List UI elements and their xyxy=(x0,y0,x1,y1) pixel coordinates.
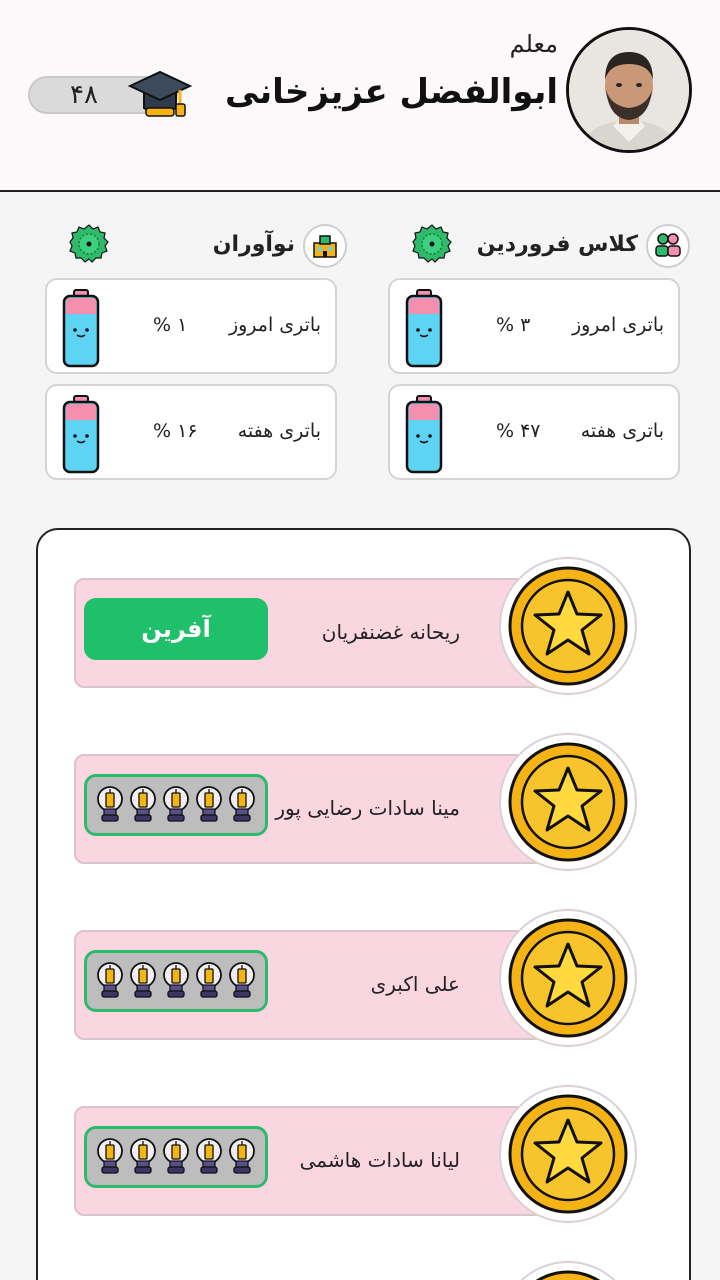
lamp-reward-group[interactable] xyxy=(84,774,268,836)
battery-week-label: باتری هفته xyxy=(237,420,321,442)
lamp-icon xyxy=(162,1137,190,1177)
lamp-icon xyxy=(195,961,223,1001)
battery-week-value: ۴۷ % xyxy=(496,420,541,442)
lamp-icon xyxy=(195,785,223,825)
class-badge-icon xyxy=(69,224,109,264)
star-coin-icon xyxy=(498,732,638,872)
battery-today-card[interactable] xyxy=(45,278,337,374)
teacher-avatar[interactable] xyxy=(566,27,692,153)
class-header-noavaran[interactable] xyxy=(45,222,349,270)
battery-week-value: ۱۶ % xyxy=(153,420,198,442)
profile-header xyxy=(0,0,720,192)
battery-week-card[interactable] xyxy=(45,384,337,480)
lamp-icon xyxy=(228,1137,256,1177)
student-row[interactable] xyxy=(74,754,634,864)
teacher-role: معلم xyxy=(509,30,558,58)
student-name: علی اکبری xyxy=(370,972,460,996)
class-title: نوآوران xyxy=(212,232,295,257)
battery-today-value: ۱ % xyxy=(153,314,188,336)
graduation-cap-icon xyxy=(128,66,192,122)
battery-icon xyxy=(404,288,444,368)
lamp-icon xyxy=(96,961,124,1001)
lamp-icon xyxy=(162,961,190,1001)
battery-icon xyxy=(61,288,101,368)
battery-today-value: ۳ % xyxy=(496,314,531,336)
student-row[interactable] xyxy=(74,578,634,688)
teacher-name: ابوالفضل عزیزخانی xyxy=(224,72,558,112)
lamp-icon xyxy=(228,785,256,825)
student-leaderboard[interactable] xyxy=(36,528,691,1280)
student-row[interactable] xyxy=(74,1106,634,1216)
star-coin-icon xyxy=(498,556,638,696)
student-name: لیانا سادات هاشمی xyxy=(299,1148,460,1172)
lamp-icon xyxy=(129,1137,157,1177)
class-badge-icon xyxy=(412,224,452,264)
student-row[interactable] xyxy=(74,930,634,1040)
class-header-farvardin[interactable] xyxy=(388,222,692,270)
battery-week-card[interactable] xyxy=(388,384,680,480)
lamp-icon xyxy=(129,785,157,825)
praise-button[interactable]: آفرین xyxy=(84,598,268,660)
school-building-icon xyxy=(303,224,347,268)
lamp-icon xyxy=(129,961,157,1001)
student-name: مینا سادات رضایی پور xyxy=(275,796,460,820)
battery-icon xyxy=(404,394,444,474)
class-group-icon xyxy=(646,224,690,268)
lamp-reward-group[interactable] xyxy=(84,1126,268,1188)
star-coin-icon xyxy=(498,908,638,1048)
battery-week-label: باتری هفته xyxy=(580,420,664,442)
lamp-icon xyxy=(228,961,256,1001)
battery-icon xyxy=(61,394,101,474)
battery-today-card[interactable] xyxy=(388,278,680,374)
lamp-icon xyxy=(96,785,124,825)
star-coin-icon xyxy=(498,1260,638,1280)
student-name: ریحانه غضنفریان xyxy=(321,620,460,644)
lamp-icon xyxy=(96,1137,124,1177)
battery-today-label: باتری امروز xyxy=(571,314,664,336)
class-title: کلاس فروردین xyxy=(476,232,638,257)
lamp-icon xyxy=(162,785,190,825)
battery-today-label: باتری امروز xyxy=(228,314,321,336)
score-value: ۴۸ xyxy=(70,80,98,110)
lamp-icon xyxy=(195,1137,223,1177)
lamp-reward-group[interactable] xyxy=(84,950,268,1012)
star-coin-icon xyxy=(498,1084,638,1224)
